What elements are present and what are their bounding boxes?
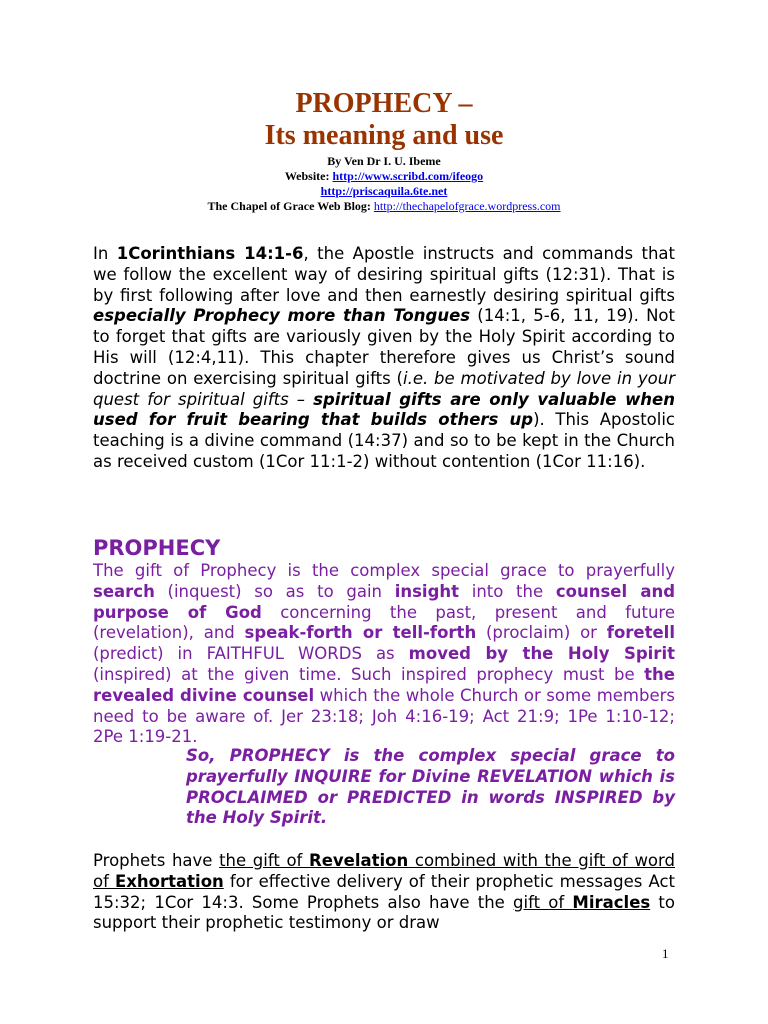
prophets-text: to support their prophetic testimony or draw bbox=[93, 892, 675, 933]
definition-emphasis: the revealed divine counsel bbox=[93, 664, 675, 705]
prophets-emphasis: Miracles bbox=[572, 892, 651, 912]
website-link-scribd[interactable]: http://www.scribd.com/ifeogo bbox=[332, 169, 484, 183]
intro-emphasis: spiritual gifts are only valuable when used for fruit bearing that builds others up bbox=[93, 389, 675, 430]
title-line-1: PROPHECY – bbox=[295, 88, 473, 119]
title-block bbox=[0, 88, 768, 214]
intro-reference: 1Corinthians 14:1-6 bbox=[116, 244, 304, 263]
title-line-2: Its meaning and use bbox=[264, 120, 504, 151]
intro-paragraph bbox=[93, 244, 675, 473]
intro-text: In bbox=[93, 244, 117, 263]
website-line-2 bbox=[0, 184, 768, 199]
prophets-underlined: combined with the gift of word of bbox=[93, 851, 675, 891]
author-line: By Ven Dr I. U. Ibeme bbox=[327, 154, 441, 168]
intro-text: , the Apostle instructs and commands that we follow the excellent way of desiring spiritual gifts (12:31). That is by first following after love and then earnestly desiring spiritual gifts bbox=[93, 244, 675, 305]
definition-text: The gift of Prophecy is the complex special grace to prayerfully bbox=[93, 561, 675, 580]
section-heading: PROPHECY bbox=[93, 536, 221, 560]
prophets-paragraph bbox=[93, 851, 675, 934]
definition-emphasis: foretell bbox=[606, 623, 675, 643]
intro-text: ). This Apostolic teaching is a divine command (14:37) and so to be kept in the Church as received custom (1Cor 11:1-2) without contention (1Cor 11:16). bbox=[93, 410, 675, 471]
definition-emphasis: moved by the Holy Spirit bbox=[408, 644, 675, 664]
definition-text: into the bbox=[459, 581, 556, 601]
definition-text: (inspired) at the given time. Such inspired prophecy must be bbox=[93, 664, 645, 684]
definition-text: (inquest) so as to gain bbox=[154, 581, 395, 601]
page-number: 1 bbox=[662, 946, 669, 961]
prophecy-summary: So, PROPHECY is the complex special grace to prayerfully INQUIRE for Divine REVELATION which is PROCLAIMED or PREDICTED in words INSPIRED by the Holy Spirit. bbox=[186, 746, 675, 828]
website-line bbox=[0, 169, 768, 184]
definition-text: which the whole Church or some members need to be aware of. Jer 23:18; Joh 4:16-19; Act 21:9; 1Pe 1:10-12; 2Pe 1:19-21. bbox=[93, 685, 675, 747]
blog-link[interactable]: http://thechapelofgrace.wordpress.com bbox=[373, 199, 561, 213]
prophets-underlined: the gift of bbox=[219, 851, 309, 870]
definition-emphasis: speak-forth or tell-forth bbox=[244, 623, 477, 643]
prophets-emphasis: Revelation bbox=[309, 851, 409, 870]
blog-line bbox=[0, 199, 768, 214]
website-link-priscaquila[interactable]: http://priscaquila.6te.net bbox=[320, 184, 448, 198]
intro-text: (14:1, 5-6, 11, 19). Not to forget that gifts are variously given by the Holy Spirit according to His will (12:4,11). This chapter therefore gives us Christ’s sound doctrine on exercising spiritual gifts ( bbox=[93, 306, 675, 388]
intro-emphasis: especially Prophecy more than Tongues bbox=[93, 306, 471, 326]
prophets-underlined: gift of bbox=[513, 892, 573, 912]
blog-label: The Chapel of Grace Web Blog: bbox=[207, 199, 371, 213]
definition-emphasis: insight bbox=[394, 581, 460, 601]
prophets-emphasis: Exhortation bbox=[115, 871, 224, 891]
website-label: Website: bbox=[284, 169, 330, 183]
definition-emphasis: search bbox=[93, 581, 155, 601]
definition-emphasis: counsel and purpose of God bbox=[93, 581, 676, 622]
prophets-text: Prophets have bbox=[93, 851, 220, 870]
prophets-text: for effective delivery of their prophetic messages Act 15:32; 1Cor 14:3. Some Prophets also have the bbox=[93, 871, 675, 912]
definition-text: concerning the past, present and future (revelation), and bbox=[93, 602, 675, 643]
intro-italic: i.e. be motivated by love in your quest for spiritual gifts – bbox=[93, 368, 675, 409]
prophecy-definition-paragraph bbox=[93, 561, 675, 748]
definition-text: (predict) in FAITHFUL WORDS as bbox=[93, 644, 409, 664]
definition-text: (proclaim) or bbox=[476, 623, 607, 643]
